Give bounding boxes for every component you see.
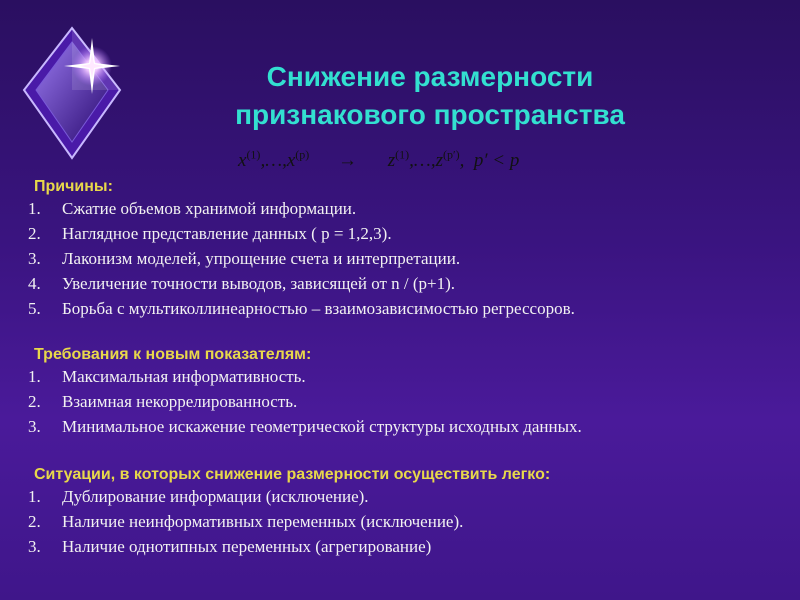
list-item: 4. Увеличение точности выводов, зависящей от n / (p+1). [28,274,456,293]
list-item: 1. Дублирование информации (исключение). [28,487,369,506]
title-line-2: признакового пространства [235,99,625,130]
dimension-reduction-formula [238,148,519,172]
situations-heading: Ситуации, в которых снижение размерности осуществить легко: [34,466,551,483]
list-item: 5. Борьба с мультиколлинеарностью – взаимозависимостью регрессоров. [28,299,575,318]
reasons-list [28,196,575,321]
formula-arrow: → [338,150,358,172]
list-item: 1. Сжатие объемов хранимой информации. [28,199,357,218]
situations-list [28,484,550,559]
requirements-list [28,364,582,439]
situations-section [28,466,550,559]
requirements-section [28,346,582,439]
list-item: 2. Наличие неинформативных переменных (исключение). [28,512,464,531]
list-item: 2. Наглядное представление данных ( p = 1,2,3). [28,224,392,243]
list-item: 3. Наличие однотипных переменных (агрегирование) [28,537,432,556]
reasons-heading: Причины: [34,178,113,195]
formula-new-variables: $z^{(1)},\dots,z^{(p')}$, p′ < p [387,148,520,172]
reasons-section [28,178,575,321]
diamond-star-emblem-icon [10,18,130,168]
title-line-1: Снижение размерности [266,61,594,92]
requirements-heading: Требования к новым показателям: [34,346,312,363]
formula-original-variables: $x^{(1)},\dots,x^{(p)}$ [238,148,310,172]
list-item: 2. Взаимная некоррелированность. [28,392,298,411]
list-item: 3. Лаконизм моделей, упрощение счета и интерпретации. [28,249,461,268]
list-item: 1. Максимальная информативность. [28,367,306,386]
slide-title [180,58,680,134]
list-item: 3. Минимальное искажение геометрической структуры исходных данных. [28,417,582,436]
